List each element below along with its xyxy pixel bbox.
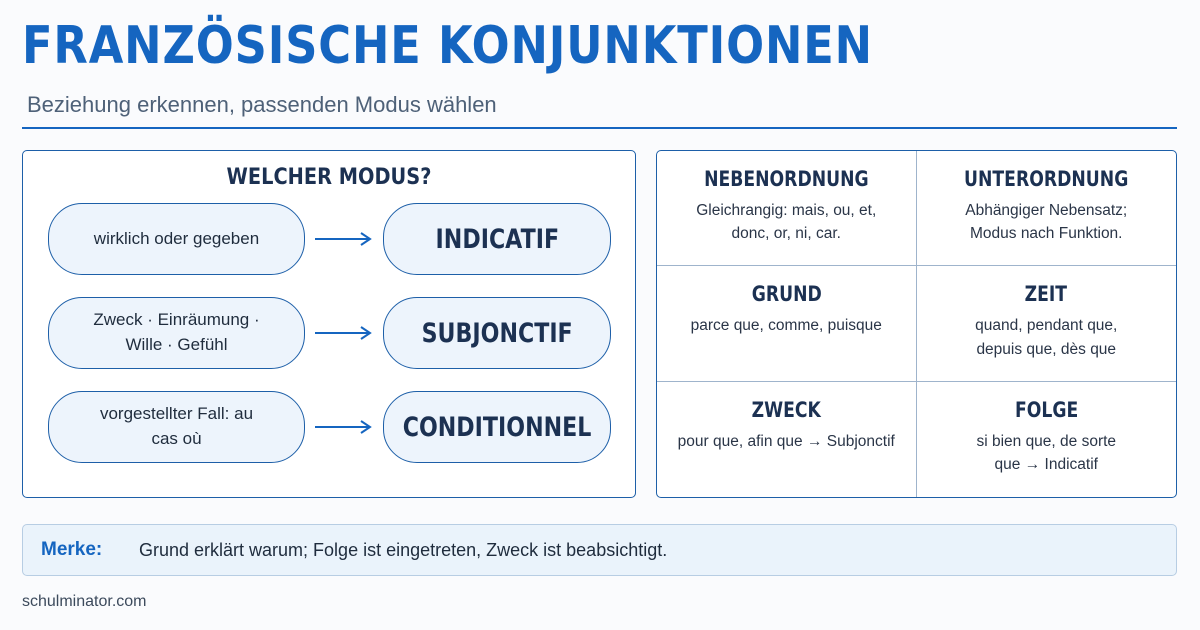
- category-title: UNTERORDNUNG: [964, 167, 1129, 191]
- category-cell-unterordnung: [917, 151, 1177, 266]
- category-text: Gleichrangig: mais, ou, et, donc, or, ni, car.: [696, 202, 877, 243]
- arrow-right-icon: [315, 419, 373, 435]
- category-title: GRUND: [751, 282, 822, 307]
- category-cell-grund: [657, 266, 917, 381]
- arrow-right-icon: [315, 231, 373, 247]
- condition-pill-subjonctif: Zweck · Einräumung · Wille · Gefühl: [48, 297, 305, 369]
- condition-pill-indicatif: wirklich oder gegeben: [48, 203, 305, 275]
- modus-panel: [22, 150, 636, 498]
- arrow-right-icon: [315, 325, 373, 341]
- category-title: ZEIT: [1025, 282, 1068, 307]
- mode-pill-subjonctif: [383, 297, 611, 369]
- merke-label: Merke:: [41, 539, 103, 560]
- category-cell-nebenordnung: [657, 151, 917, 266]
- footer-site: schulminator.com: [22, 593, 147, 610]
- category-title: ZWECK: [751, 397, 821, 422]
- title-divider: [22, 127, 1177, 129]
- category-text: pour que, afin que → Subjonctif: [677, 432, 895, 450]
- category-title: NEBENORDNUNG: [703, 167, 869, 191]
- page-subtitle: Beziehung erkennen, passenden Modus wählen: [27, 92, 497, 117]
- mode-pill-conditionnel: [383, 391, 611, 463]
- mode-label-subjonctif: SUBJONCTIF: [421, 317, 573, 349]
- merke-text: Grund erklärt warum; Folge ist eingetreten, Zweck ist beabsichtigt.: [139, 539, 668, 560]
- mode-label-indicatif: INDICATIF: [435, 223, 559, 255]
- category-title: FOLGE: [1014, 397, 1078, 422]
- mode-pill-indicatif: [383, 203, 611, 275]
- category-cell-zeit: [917, 266, 1177, 381]
- category-text: si bien que, de sorte que → Indicatif: [976, 432, 1117, 473]
- category-text: parce que, comme, puisque: [690, 317, 882, 335]
- category-text: quand, pendant que, depuis que, dès que: [975, 317, 1118, 358]
- merke-box: [22, 524, 1177, 576]
- categories-grid: [657, 151, 1176, 497]
- category-cell-folge: [917, 382, 1177, 497]
- categories-panel: [656, 150, 1177, 498]
- modus-heading: WELCHER MODUS?: [226, 165, 432, 190]
- category-cell-zweck: [657, 382, 917, 497]
- mode-label-conditionnel: CONDITIONNEL: [402, 411, 592, 443]
- category-text: Abhängiger Nebensatz; Modus nach Funktion.: [965, 202, 1128, 243]
- page-title: FRANZÖSISCHE KONJUNKTIONEN: [22, 16, 873, 76]
- condition-pill-conditionnel: vorgestellter Fall: au cas où: [48, 391, 305, 463]
